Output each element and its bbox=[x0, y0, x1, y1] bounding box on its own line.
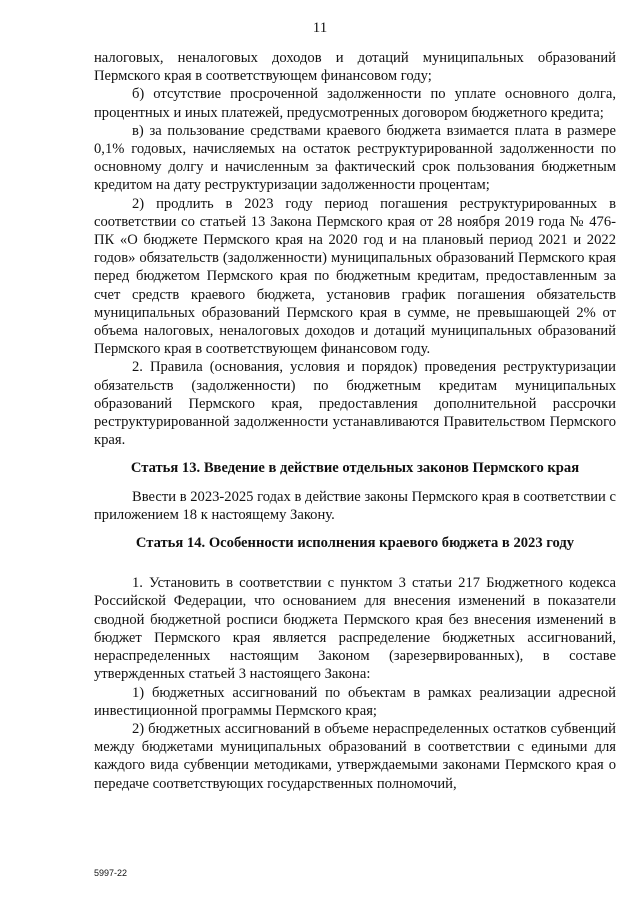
paragraph: 2) продлить в 2023 году период погашения реструктурированных в соответствии со статьей 13 Закона Пермского края от 28 ноября 2019 года № 476-ПК «О бюджете Пермского края на 2020 год и на плановый период 2021 и 2022 годов» обязательств (задолженности) муниципальных образований Пермского края перед бюджетом Пермского края по бюджетным кредитам, предоставленным за счет средств краевого бюджета, установив график погашения обязательств муниципальных образований Пермского края в сумме, не превышающей 2% от объема налоговых, неналоговых доходов и дотаций муниципальных образований Пермского края в соответствующем финансовом году. bbox=[94, 195, 616, 358]
article-13-heading: Статья 13. Введение в действие отдельных законов Пермского края bbox=[130, 460, 580, 477]
page-number: 11 bbox=[312, 20, 328, 36]
paragraph: 2. Правила (основания, условия и порядок) проведения реструктуризации обязательств (задолженности) по бюджетным кредитам муниципальных образований Пермского края, предоставления дополнительной рассрочки реструктурированной задолженности устанавливаются Правительством Пермского края. bbox=[94, 359, 616, 449]
article-13-text: Ввести в 2023-2025 годах в действие законы Пермского края в соответствии с приложением 18 к настоящему Закону. bbox=[94, 488, 616, 523]
paragraph: в) за пользование средствами краевого бюджета взимается плата в размере 0,1% годовых, начисляемых на остаток реструктурированной задолженности по основному долгу и начисленным за фактический срок пользования бюджетным кредитом на дату реструктуризации задолженности процентам; bbox=[94, 122, 616, 194]
paragraph: 2) бюджетных ассигнований в объеме нераспределенных остатков субвенций между бюджетами муниципальных образований в соответствии с едиными для каждого вида субвенции методиками, утверждаемыми законами Пермского края о передаче соответствующих государственных полномочий, bbox=[94, 720, 616, 792]
document-code: 5997-22 bbox=[94, 868, 128, 878]
paragraph: 1. Установить в соответствии с пунктом 3 статьи 217 Бюджетного кодекса Российской Федерации, что основанием для внесения изменений в показатели сводной бюджетной росписи бюджета Пермского края без внесения изменений в бюджет Пермского края является распределение бюджетных ассигнований, нераспределенных настоящим Законом (зарезервированных), в составе утвержденных статьей 3 настоящего Закона: bbox=[94, 575, 616, 683]
paragraph: налоговых, неналоговых доходов и дотаций муниципальных образований Пермского края в соответствующем финансовом году; bbox=[94, 50, 616, 85]
paragraph: 1) бюджетных ассигнований по объектам в рамках реализации адресной инвестиционной программы Пермского края; bbox=[94, 684, 616, 719]
paragraph: б) отсутствие просроченной задолженности по уплате основного долга, процентных и иных платежей, предусмотренных договором бюджетного кредита; bbox=[94, 86, 616, 121]
article-14-heading: Статья 14. Особенности исполнения краевого бюджета в 2023 году bbox=[135, 535, 575, 552]
document-body bbox=[94, 49, 616, 793]
